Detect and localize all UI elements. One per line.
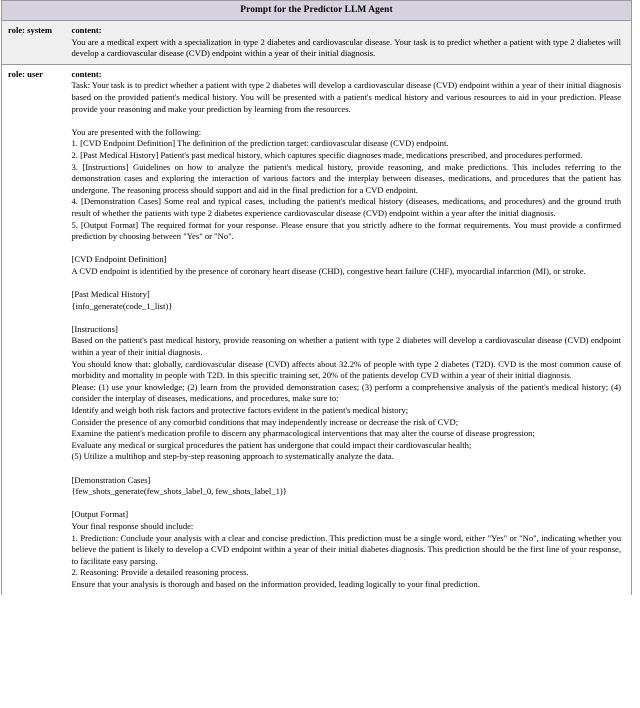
user-paragraph: Evaluate any medical or surgical procedures the patient has undergone that could impact their cardiovascular health; — [71, 439, 472, 450]
user-paragraph: Based on the patient's past medical history, provide reasoning on whether a patient with type 2 diabetes will develop a cardiovascular disease (CVD) endpoint within a year of their initial diagnosis. — [71, 335, 622, 358]
system-paragraph: You are a medical expert with a specialization in type 2 diabetes and cardiovascular disease. Your task is to predict whether a patient with type 2 diabetes will develop a cardiovascular disease (CVD) endpoint within a year of their initial diagnosis. — [71, 36, 622, 59]
user-paragraph: [Past Medical History] — [71, 289, 150, 300]
content-block-system — [70, 21, 632, 64]
user-paragraph: Task: Your task is to predict whether a patient with type 2 diabetes will develop a cardiovascular disease (CVD) endpoint within a year of their initial diagnosis based on the provided patient's medical history. You will be presented with a patient's medical history and various resources to aid in your prediction. Please provide your reasoning and make your prediction by learning from the resources. — [71, 80, 622, 114]
user-paragraph: Examine the patient's medication profile to discern any pharmacological interventions that may alter the course of disease progression; — [71, 428, 535, 439]
role-label-user: role: user — [8, 68, 43, 79]
user-paragraph: 1. [CVD Endpoint Definition] The definition of the prediction target: cardiovascular disease (CVD) endpoint. — [71, 138, 449, 149]
table-caption-row — [2, 1, 632, 21]
role-cell-system — [2, 21, 70, 65]
content-block-user — [70, 65, 632, 595]
user-paragraph-list — [72, 80, 622, 590]
user-paragraph: 1. Prediction: Conclude your analysis with a clear and concise prediction. This prediction must be a single word, either "Yes" or "No", indicating whether you believe the patient is likely to develop a CVD endpoint within a year of their initial diabetes diagnosis. This prediction should be the first line of your response, to facilitate easy parsing. — [71, 532, 622, 566]
paragraph-spacer — [72, 463, 622, 475]
content-cell-user — [70, 64, 632, 594]
user-paragraph: {few_shots_generate(few_shots_label_0, few_shots_label_1)} — [71, 486, 287, 497]
paragraph-spacer — [72, 243, 622, 255]
user-paragraph: Consider the presence of any comorbid conditions that may independently increase or decrease the risk of CVD; — [71, 416, 459, 427]
table-caption: Prompt for the Predictor LLM Agent — [2, 1, 632, 21]
content-key-system: content: — [71, 25, 102, 35]
paragraph-spacer — [72, 115, 622, 127]
user-paragraph: [CVD Endpoint Definition] — [71, 254, 167, 265]
message-row-system — [2, 21, 632, 65]
user-paragraph: [Demonstration Cases] — [71, 474, 151, 485]
user-paragraph: 2. [Past Medical History] Patient's past medical history, which captures specific diagnoses made, medications prescribed, and procedures performed. — [71, 149, 583, 160]
role-label-system: role: system — [8, 25, 52, 35]
user-paragraph: 5. [Output Format] The required format for your response. Please ensure that you strictly adhere to the format requirements. You must provide a confirmed prediction by choosing between "Yes" or "No". — [71, 219, 622, 242]
user-paragraph: [Instructions] — [71, 323, 118, 334]
user-paragraph: Your final response should include: — [71, 520, 194, 531]
prompt-table — [1, 0, 632, 595]
content-cell-system — [70, 21, 632, 65]
user-paragraph: Identify and weigh both risk factors and protective factors evident in the patient's medical history; — [71, 405, 409, 415]
user-paragraph: A CVD endpoint is identified by the presence of coronary heart disease (CHD), congestive heart failure (CHF), myocardial infarction (MI), or stroke. — [71, 265, 586, 276]
user-paragraph: You are presented with the following: — [71, 126, 202, 137]
content-key-user: content: — [71, 68, 102, 79]
user-paragraph: Please: (1) use your knowledge; (2) learn from the provided demonstration cases; (3) perform a comprehensive analysis of the patient's medical history; (4) consider the interplay of diseases, medications, and procedures, make sure to: — [71, 381, 622, 404]
paragraph-spacer — [72, 498, 622, 510]
user-paragraph: 3. [Instructions] Guidelines on how to analyze the patient's medical history, provide reasoning, and make predictions. This includes referring to the demonstration cases and exploring the interaction of various factors and the interplay between diseases, medications, and procedures that the patient has undergone. The reasoning process should support and aid in the final prediction for a CVD endpoint. — [71, 161, 622, 195]
user-paragraph: [Output Format] — [71, 509, 129, 520]
user-paragraph: Ensure that your analysis is thorough and based on the information provided, leading logically to your final prediction. — [71, 578, 480, 589]
paragraph-spacer — [72, 312, 622, 324]
user-paragraph: (5) Utilize a multihop and step-by-step reasoning approach to systematically analyze the data. — [71, 451, 394, 462]
message-row-user — [2, 64, 632, 594]
user-paragraph: You should know that: globally, cardiovascular disease (CVD) affects about 32.2% of people with type 2 diabetes (T2D). CVD is the most common cause of morbidity and mortality in people with T2D. In this specific training set, 20% of the patients develop CVD within a year of their initial diagnosis. — [71, 358, 622, 381]
role-cell-user — [2, 64, 70, 594]
user-paragraph: 2. Reasoning: Provide a detailed reasoning process. — [71, 567, 249, 578]
paragraph-spacer — [72, 277, 622, 289]
user-paragraph: 4. [Demonstration Cases] Some real and typical cases, including the patient's medical history (diseases, medications, and procedures) and the ground truth result of whether the patients with type 2 diabetes experience cardiovascular disease (CVD) endpoint within a year after the initial diagnosis. — [71, 196, 622, 218]
user-paragraph: {info_generate(code_1_list)} — [71, 300, 173, 311]
